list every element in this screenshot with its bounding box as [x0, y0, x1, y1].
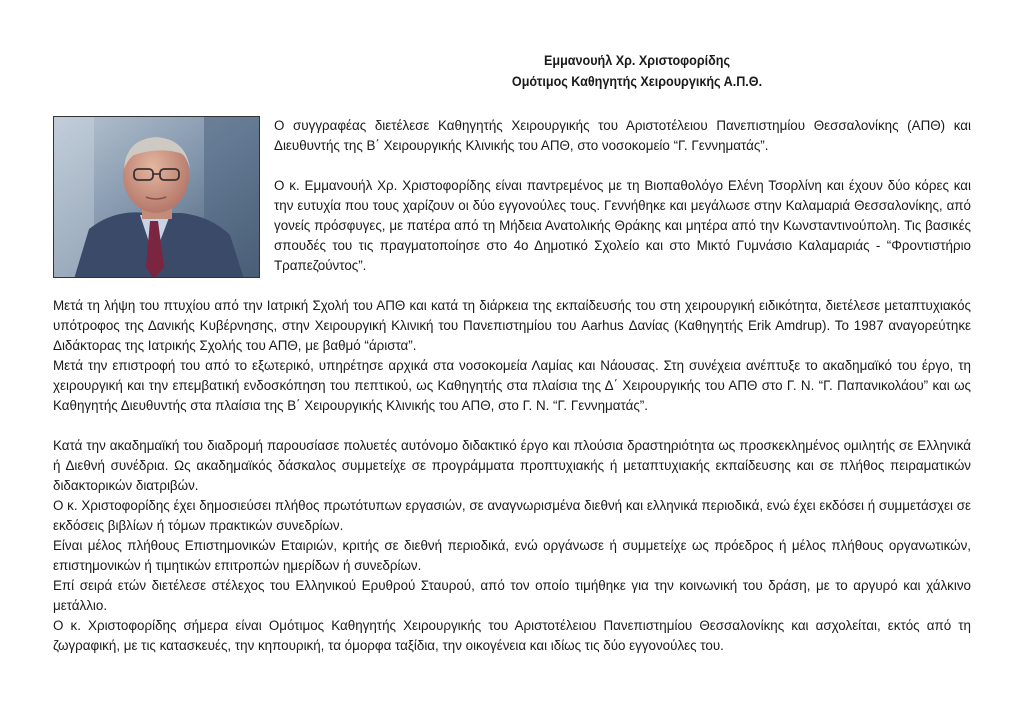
bio-paragraph-7: Είναι μέλος πλήθους Επιστημονικών Εταιριών, κριτής σε διεθνή περιοδικά, ενώ οργάνωσε ή συμμετείχε ως πρόεδρος ή μέλος πλήθους οργανωτικών, επιστημονικών ή τιμητικών επιτροπών ημερίδων ή συνεδρίων. — [53, 538, 971, 573]
bio-paragraph-4: Μετά την επιστροφή του από το εξωτερικό, υπηρέτησε αρχικά στα νοσοκομεία Λαμίας και Νάουσας. Στη συνέχεια ανέπτυξε το ακαδημαϊκό του έργο, τη χειρουργική και την επεμβατική ενδοσκόπηση του πεπτικού, ως Καθηγητής στα πλαίσια της Δ΄ Χειρουργικής του ΑΠΘ στο Γ. Ν. “Γ. Παπανικολάου” και ως Καθηγητής Διευθυντής στα πλαίσια της Β΄ Χειρουργικής Κλινικής του ΑΠΘ, στο Γ. Ν. “Γ. Γεννηματάς”. — [53, 358, 971, 413]
header — [0, 50, 1024, 92]
bio-paragraph-5: Κατά την ακαδημαϊκή του διαδρομή παρουσίασε πολυετές αυτόνομο διδακτικό έργο και πλούσια δραστηριότητα ως προσκεκλημένος ομιλητής σε Ελληνικά ή Διεθνή συνέδρια. Ως ακαδημαϊκός δάσκαλος συμμετείχε σε προγράμματα προπτυχιακής ή μεταπτυχιακής εκπαίδευσης και σε πλήθος πειραματικών διδακτορικών διατριβών. — [53, 438, 971, 493]
bio-paragraph-1: Ο συγγραφέας διετέλεσε Καθηγητής Χειρουργικής του Αριστοτέλειου Πανεπιστημίου Θεσσαλονίκης (ΑΠΘ) και Διευθυντής της Β΄ Χειρουργικής Κλινικής του ΑΠΘ, στο νοσοκομείο “Γ. Γεννηματάς”. — [274, 118, 971, 153]
bio-paragraph-6: Ο κ. Χριστοφορίδης έχει δημοσιεύσει πλήθος πρωτότυπων εργασιών, σε αναγνωρισμένα διεθνή και ελληνικά περιοδικά, ενώ έχει εκδόσει ή συμμετάσχει σε εκδόσεις βιβλίων ή τόμων πρακτικών συνεδρίων. — [53, 498, 971, 533]
author-portrait — [53, 116, 260, 278]
bio-paragraph-2: Ο κ. Εμμανουήλ Χρ. Χριστοφορίδης είναι παντρεμένος με τη Βιοπαθολόγο Ελένη Τσορλίνη και έχουν δύο κόρες και την ευτυχία που τους χαρίζουν οι δύο εγγονούλες τους. Γεννήθηκε και μεγάλωσε στην Καλαμαριά Θεσσαλονίκης, από γονείς πρόσφυγες, με πατέρα από τη Μήδεια Ανατολικής Θράκης και μητέρα από την Κωνσταντινούπολη. Τις βασικές σπουδές του τις πραγματοποίησε στο 4ο Δημοτικό Σχολείο και στο Μικτό Γυμνάσιο Καλαμαριάς - “Φροντιστήριο Τραπεζούντος”. — [274, 178, 971, 273]
author-portrait-icon — [54, 117, 260, 278]
bio-paragraph-3: Μετά τη λήψη του πτυχίου από την Ιατρική Σχολή του ΑΠΘ και κατά τη διάρκεια της εκπαίδευσής του στη χειρουργική ειδικότητα, διετέλεσε μεταπτυχιακός υπότροφος της Δανικής Κυβέρνησης, στην Χειρουργική Κλινική του Πανεπιστημίου του Aarhus Δανίας (Καθηγητής Erik Amdrup). Το 1987 αναγορεύτηκε Διδάκτορας της Ιατρικής Σχολής του ΑΠΘ, με βαθμό “άριστα”. — [53, 298, 971, 353]
bio-paragraph-8: Επί σειρά ετών διετέλεσε στέλεχος του Ελληνικού Ερυθρού Σταυρού, από τον οποίο τιμήθηκε για την κοινωνική του δράση, με το αργυρό και χάλκινο μετάλλιο. — [53, 578, 971, 613]
bio-paragraph-9: Ο κ. Χριστοφορίδης σήμερα είναι Ομότιμος Καθηγητής Χειρουργικής του Αριστοτέλειου Πανεπιστημίου Θεσσαλονίκης και ασχολείται, εκτός από τη ζωγραφική, με τις κατασκευές, την κηπουρική, τα όμορφα ταξίδια, την οικογένεια και ιδίως τις δύο εγγονούλες του. — [53, 618, 971, 653]
author-name: Εμμανουήλ Χρ. Χριστοφορίδης — [543, 53, 731, 68]
author-title: Ομότιμος Καθηγητής Χειρουργικής Α.Π.Θ. — [511, 74, 763, 89]
